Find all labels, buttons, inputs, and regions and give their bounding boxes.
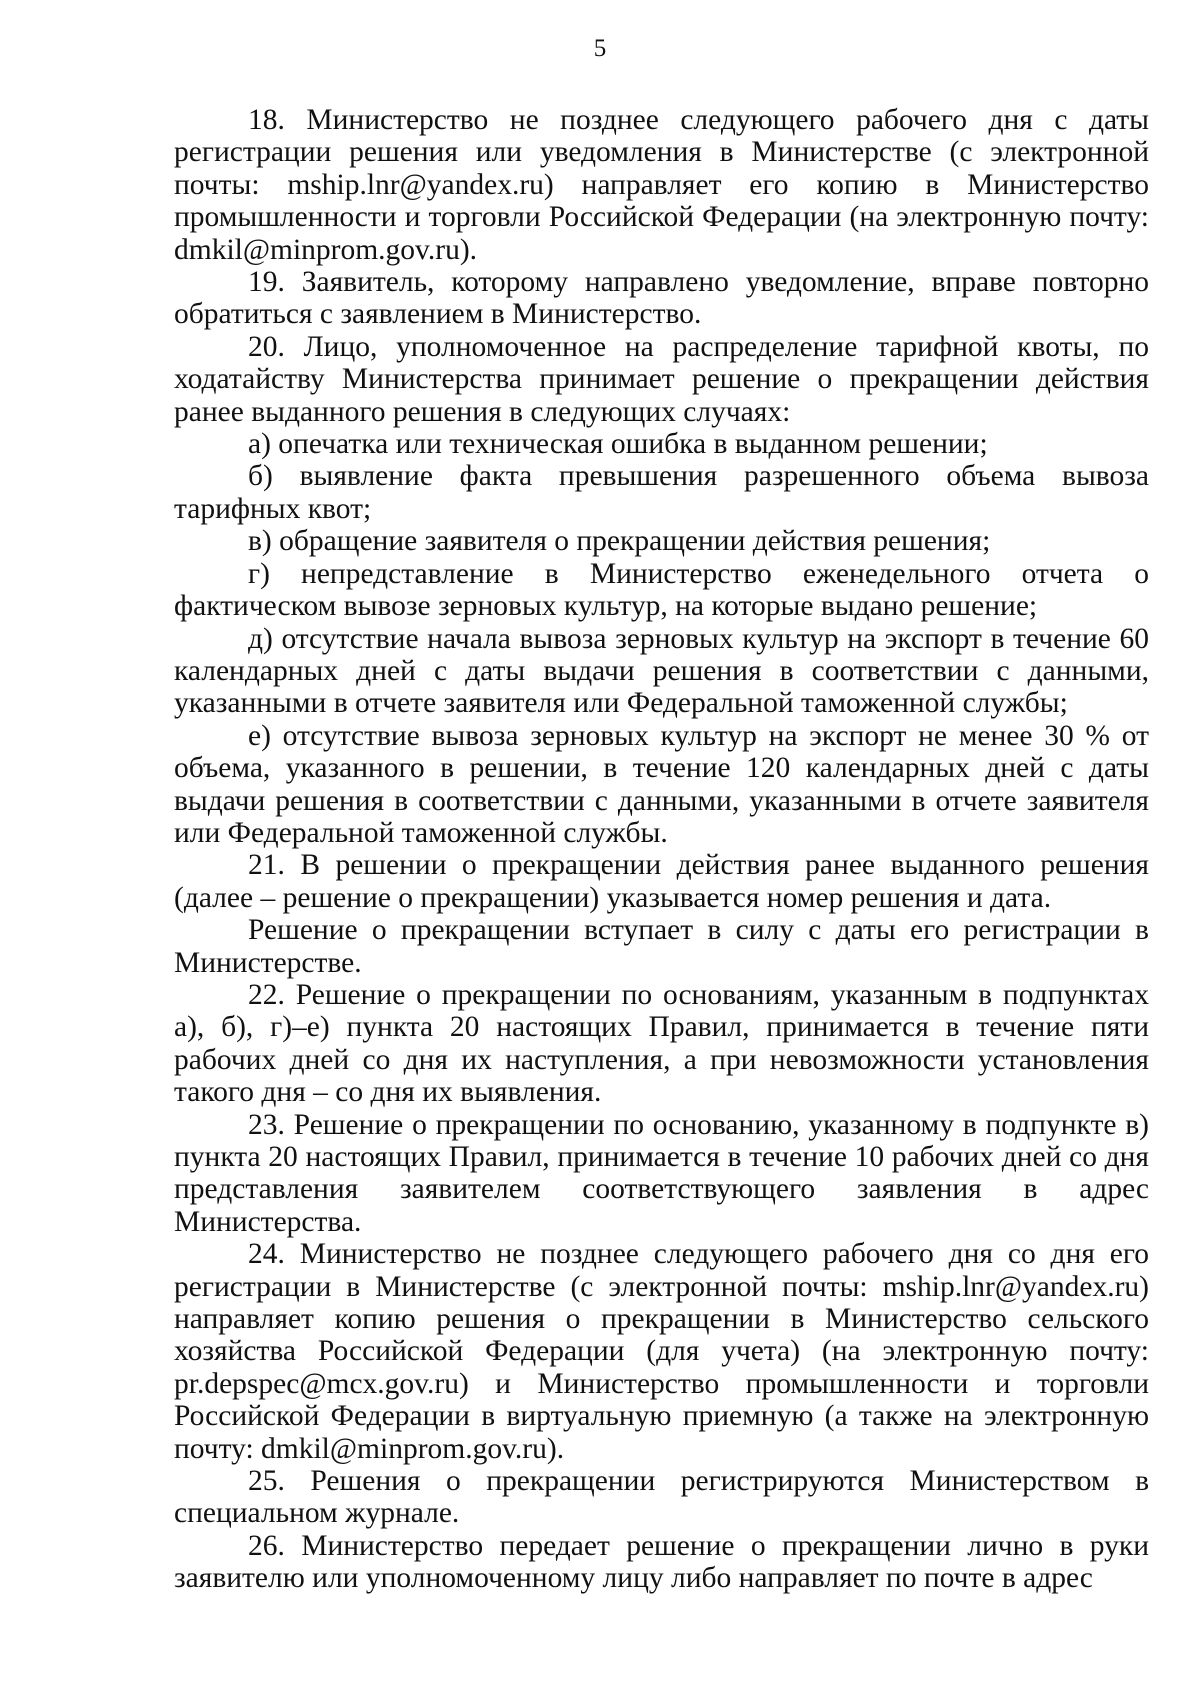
paragraph-20-item-v: в) обращение заявителя о прекращении действия решения; [248,525,991,558]
paragraph-24: 24. Министерство не позднее следующего рабочего дня со дня его регистрации в Министерстве (с электронной почты: mship.lnr@yandex.ru) направляет копию решения о прекращении в Министерство сельского хозяйства Российской Федерации (для учета) (на электронную почту: pr.depspec@mcx.gov.ru) и Министерство промышленности и торговли Российской Федерации в виртуальную приемную (а также на электронную почту: dmkil@minprom.gov.ru). [174,1238,1149,1465]
paragraph-21-continued: Решение о прекращении вступает в силу с даты его регистрации в Министерстве. [174,914,1149,979]
document-body [174,104,1149,1595]
paragraph-23: 23. Решение о прекращении по основанию, указанному в подпункте в) пункта 20 настоящих Правил, принимается в течение 10 рабочих дней со дня представления заявителем соответствующего заявления в адрес Министерства. [174,1108,1149,1238]
paragraph-20-item-g: г) непредставление в Министерство еженедельного отчета о фактическом вывозе зерновых культур, на которые выдано решение; [174,557,1149,623]
paragraph-20: 20. Лицо, уполномоченное на распределение тарифной квоты, по ходатайству Министерства принимает решение о прекращении действия ранее выданного решения в следующих случаях: [174,330,1149,428]
paragraph-21: 21. В решении о прекращении действия ранее выданного решения (далее – решение о прекращении) указывается номер решения и дата. [174,849,1149,914]
paragraph-19: 19. Заявитель, которому направлено уведомление, вправе повторно обратиться с заявлением в Министерство. [174,266,1149,331]
paragraph-20-item-b: б) выявление факта превышения разрешенного объема вывоза тарифных квот; [174,460,1149,525]
paragraph-20-item-a: а) опечатка или техническая ошибка в выданном решении; [248,428,988,461]
paragraph-25: 25. Решения о прекращении регистрируются Министерством в специальном журнале. [174,1465,1149,1530]
paragraph-20-item-e: е) отсутствие вывоза зерновых культур на экспорт не менее 30 % от объема, указанного в решении, в течение 120 календарных дней с даты выдачи решения в соответствии с данными, указанными в отчете заявителя или Федеральной таможенной службы. [174,719,1149,849]
paragraph-18: 18. Министерство не позднее следующего рабочего дня с даты регистрации решения или уведомления в Министерстве (с электронной почты: mship.lnr@yandex.ru) направляет его копию в Министерство промышленности и торговли Российской Федерации (на электронную почту: dmkil@minprom.gov.ru). [174,104,1149,266]
paragraph-22: 22. Решение о прекращении по основаниям, указанным в подпунктах а), б), г)–е) пункта 20 настоящих Правил, принимается в течение пяти рабочих дней со дня их наступления, а при невозможности установления такого дня – со дня их выявления. [174,978,1149,1109]
paragraph-26: 26. Министерство передает решение о прекращении лично в руки заявителю или уполномоченному лицу либо направляет по почте в адрес [174,1529,1149,1595]
paragraph-20-item-d: д) отсутствие начала вывоза зерновых культур на экспорт в течение 60 календарных дней с даты выдачи решения в соответствии с данными, указанными в отчете заявителя или Федеральной таможенной службы; [174,622,1149,720]
page-number: 5 [593,35,607,62]
